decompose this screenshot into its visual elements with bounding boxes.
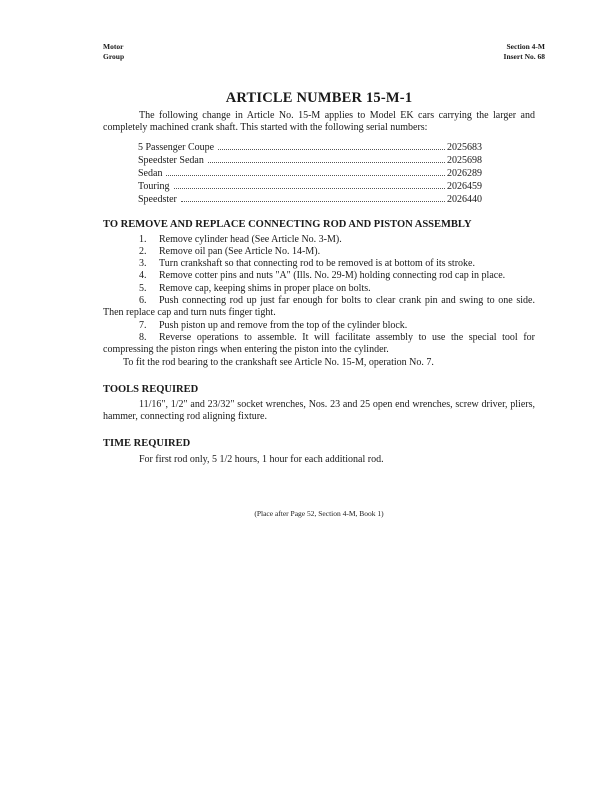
step-number: 2. [139,245,147,257]
header-left-line: Group [103,52,125,61]
tools-heading: TOOLS REQUIRED [103,383,199,395]
serial-row [138,141,482,154]
step [103,283,535,295]
step-text: Turn crankshaft so that connecting rod to be removed is at bottom of its stroke. [159,258,475,270]
step-text: Push piston up and remove from the top of the cylinder block. [159,319,408,331]
page-body [103,89,535,519]
procedure-note: To fit the rod bearing to the crankshaft see Article No. 15-M, operation No. 7. [123,356,434,368]
step-number: 8. [139,331,147,343]
leader-dots [218,149,445,150]
step-text: Reverse operations to assemble. It will facilitate assembly to use the special tool for compressing the piston rings when entering the piston into the cylinder. [103,331,535,356]
step-number: 1. [139,233,147,245]
model-name: Speedster [138,193,177,205]
intro-paragraph: The following change in Article No. 15-M applies to Model EK cars carrying the larger and completely machined crank shaft. This started with the following serial numbers: [103,110,535,134]
time-text: For first rod only, 5 1/2 hours, 1 hour for each additional rod. [139,454,384,466]
model-name: 5 Passenger Coupe [138,141,215,153]
leader-dots [208,162,445,163]
serial-row [138,180,482,193]
step-text: Push connecting rod up just far enough for bolts to clear crank pin and swing to one side. Then replace cap and turn nuts finger tight. [103,295,535,319]
procedure-heading: TO REMOVE AND REPLACE CONNECTING ROD AND PISTON ASSEMBLY [103,218,472,230]
article-title: ARTICLE NUMBER 15-M-1 [225,90,413,106]
serial-number: 2026289 [447,167,482,179]
leader-dots [166,175,445,176]
step [103,270,535,282]
step-text: Remove cap, keeping shims in proper place on bolts. [159,282,371,294]
step [103,234,535,246]
tools-text: 11/16", 1/2" and 23/32" socket wrenches, Nos. 23 and 25 open end wrenches, screw driver, pliers, hammer, connecting rod aligning fixture. [103,398,535,423]
leader-dots [181,201,445,202]
step [103,320,535,332]
step-text: Remove oil pan (See Article No. 14-M). [159,245,321,257]
serial-row [138,167,482,180]
model-name: Sedan [138,167,163,179]
step [103,332,535,357]
step [103,295,535,320]
header-left-line: Motor [103,42,124,51]
leader-dots [174,188,445,189]
serial-number: 2025698 [447,154,482,166]
step-number: 6. [139,295,147,307]
serial-number: 2025683 [447,141,482,153]
header-left [103,42,124,62]
serial-number-list [138,141,482,206]
model-name: Speedster Sedan [138,154,204,166]
procedure-steps [103,234,535,369]
step-number: 7. [139,319,147,331]
serial-number: 2026459 [447,180,482,192]
step [103,258,535,270]
header-right-line: Section 4-M [506,42,545,51]
serial-number: 2026440 [447,193,482,205]
model-name: Touring [138,180,170,192]
serial-row [138,193,482,206]
step-number: 5. [139,282,147,294]
header-right [504,42,545,62]
placement-footer: (Place after Page 52, Section 4-M, Book 1) [254,508,384,518]
header-right-line: Insert No. 68 [503,52,545,61]
step-number: 4. [139,270,147,282]
serial-row [138,154,482,167]
step-text: Remove cotter pins and nuts "A" (Ills. No. 29-M) holding connecting rod cap in place. [159,270,506,282]
step-text: Remove cylinder head (See Article No. 3-M). [159,233,342,245]
step-number: 3. [139,258,147,270]
time-heading: TIME REQUIRED [103,438,191,450]
step [103,246,535,258]
